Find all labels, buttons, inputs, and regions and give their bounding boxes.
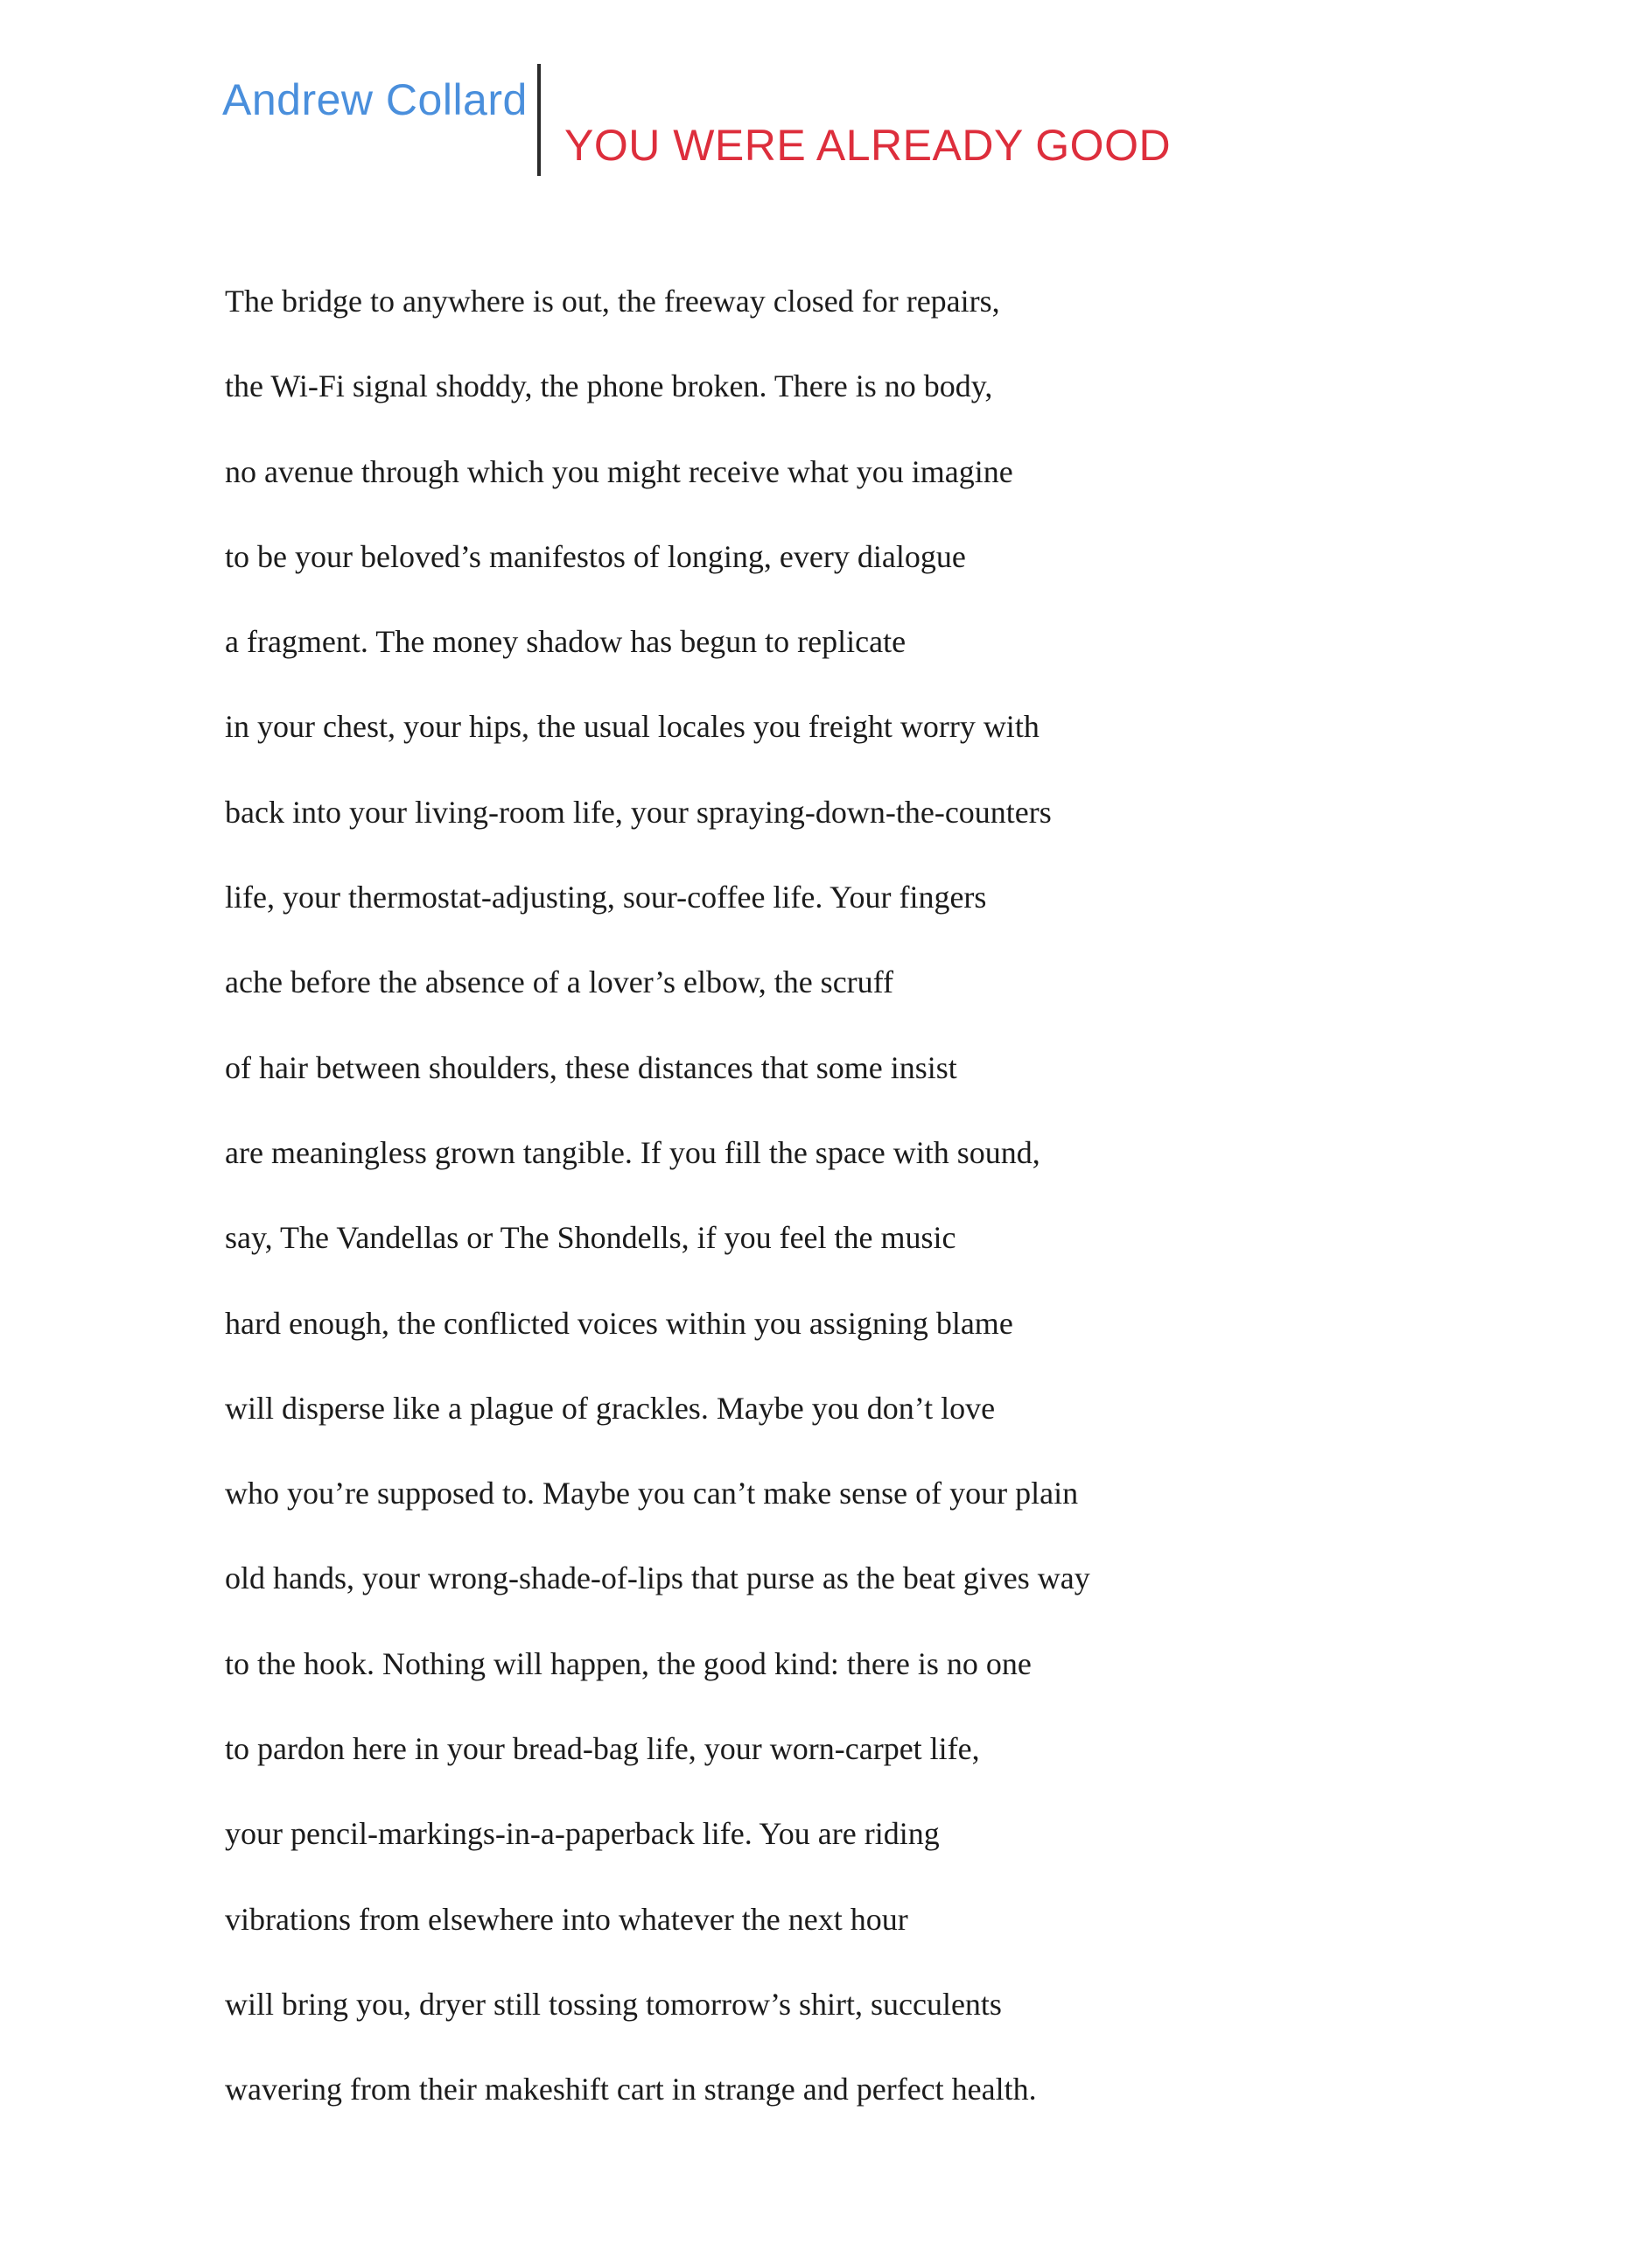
poem-line: ache before the absence of a lover’s elbow, the scruff (225, 964, 893, 1000)
poem-line: old hands, your wrong-shade-of-lips that purse as the beat gives way (225, 1560, 1090, 1596)
poem-line: to pardon here in your bread-bag life, your worn-carpet life, (225, 1731, 980, 1767)
poem-line: say, The Vandellas or The Shondells, if you feel the music (225, 1220, 956, 1256)
poem-line: in your chest, your hips, the usual locales you freight worry with (225, 709, 1040, 745)
poem-line: will bring you, dryer still tossing tomorrow’s shirt, succulents (225, 1986, 1002, 2022)
poem-line: vibrations from elsewhere into whatever the next hour (225, 1901, 908, 1937)
poem-line: the Wi-Fi signal shoddy, the phone broken. There is no body, (225, 368, 993, 404)
poem-line: to the hook. Nothing will happen, the good kind: there is no one (225, 1645, 1032, 1681)
poem-line: hard enough, the conflicted voices within you assigning blame (225, 1305, 1013, 1341)
poem-line: of hair between shoulders, these distances that some insist (225, 1049, 957, 1085)
poem-line: a fragment. The money shadow has begun to replicate (225, 624, 906, 660)
poem-header (0, 0, 1652, 193)
poem-line: wavering from their makeshift cart in strange and perfect health. (225, 2072, 1037, 2107)
poem-line: are meaningless grown tangible. If you fill the space with sound, (225, 1134, 1040, 1170)
poem-line: to be your beloved’s manifestos of longing, every dialogue (225, 538, 966, 574)
author-name: Andrew Collard (222, 75, 528, 124)
poem-line: who you’re supposed to. Maybe you can’t make sense of your plain (225, 1476, 1079, 1511)
poem-line: will disperse like a plague of grackles. Maybe you don’t love (225, 1390, 996, 1426)
poem-line: life, your thermostat-adjusting, sour-coffee life. Your fingers (225, 880, 987, 915)
poem-line: no avenue through which you might receive what you imagine (225, 453, 1013, 489)
poem-line: back into your living-room life, your spraying-down-the-counters (225, 794, 1052, 830)
poem-body (225, 273, 1537, 2147)
poem-line: your pencil-markings-in-a-paperback life. You are riding (225, 1816, 940, 1852)
poem-line: The bridge to anywhere is out, the freeway closed for repairs, (225, 284, 1000, 319)
title-divider (537, 64, 541, 176)
poem-title: YOU WERE ALREADY GOOD (564, 121, 1172, 170)
